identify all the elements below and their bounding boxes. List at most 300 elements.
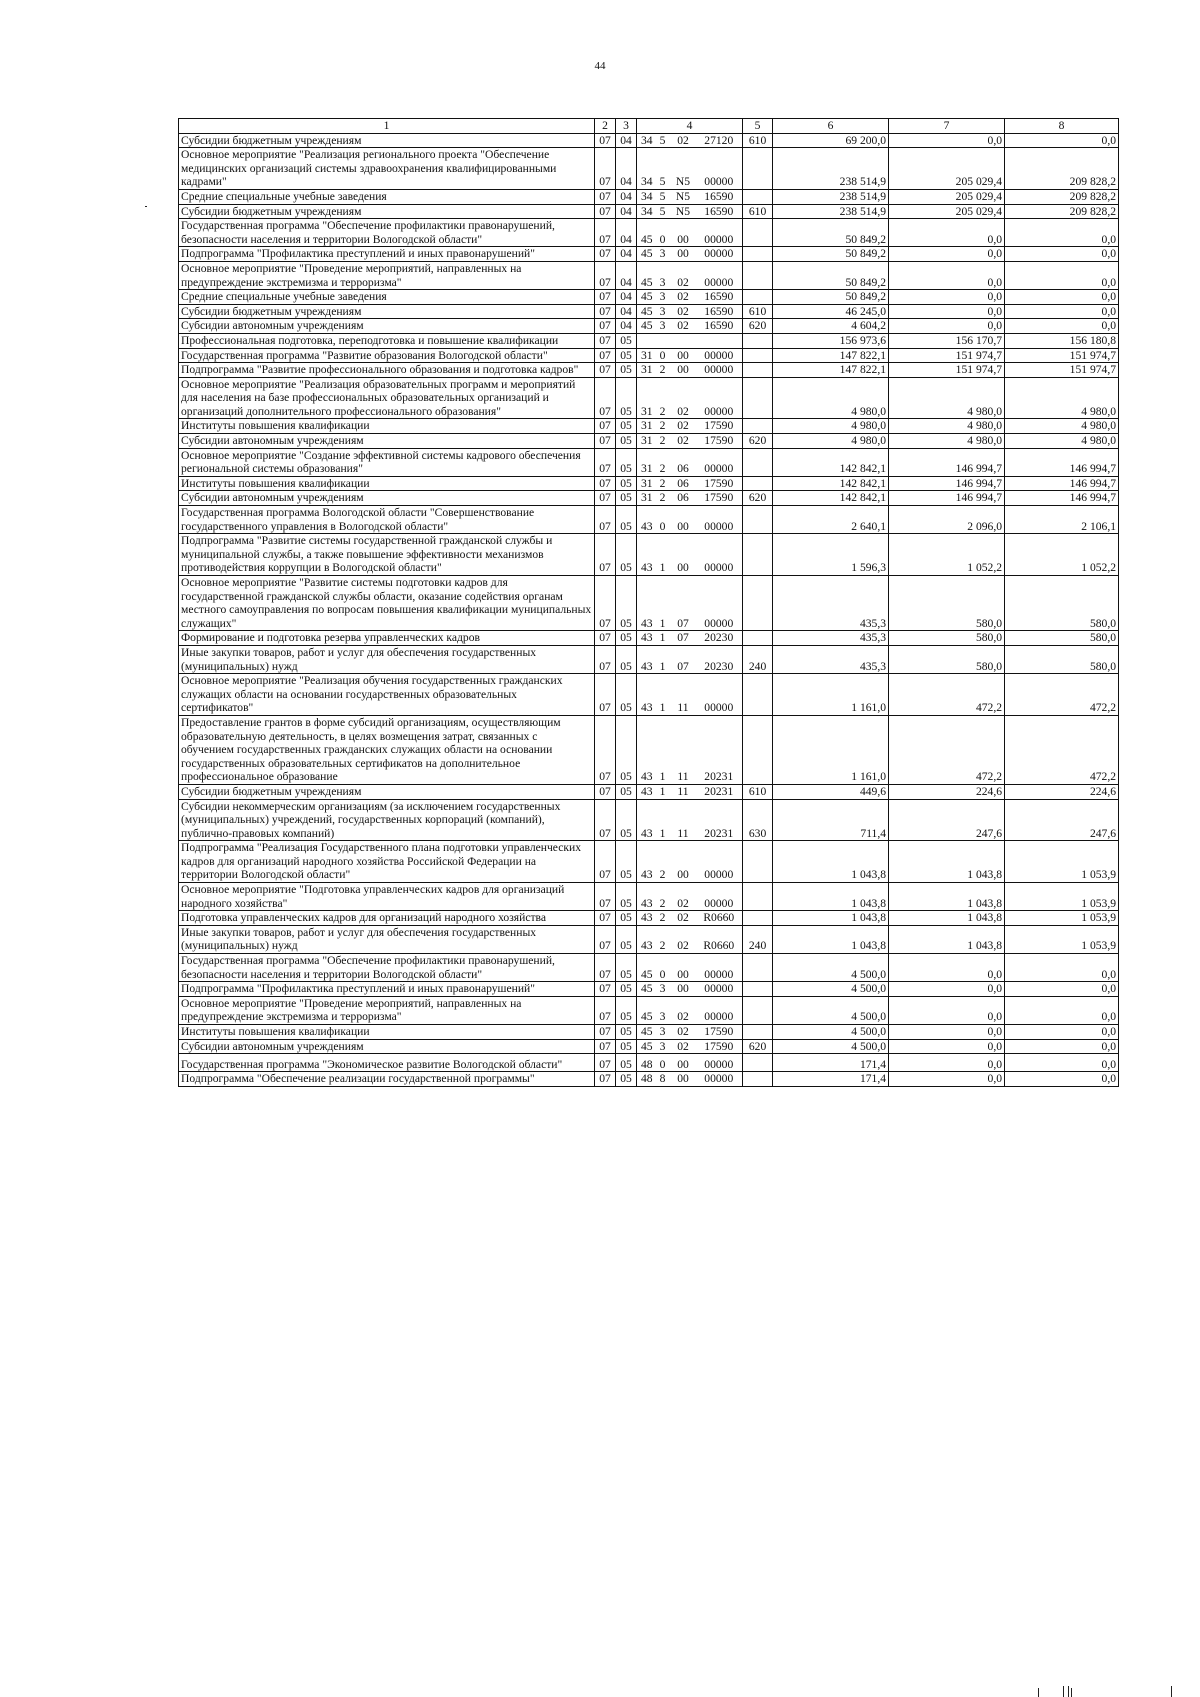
code-subprogram: 3 [655, 996, 671, 1024]
code-section: 07 [595, 290, 616, 305]
scan-mark [1038, 1688, 1039, 1697]
amount-col-8: 0,0 [1005, 219, 1119, 247]
amount-col-7: 4 980,0 [889, 377, 1005, 419]
code-section: 07 [595, 1072, 616, 1087]
table-row [179, 290, 1119, 305]
code-subprogram: 2 [655, 434, 671, 449]
code-direction: 00000 [696, 1054, 743, 1072]
row-name: Основное мероприятие "Реализация регионального проекта "Обеспечение медицинских организаций системы здравоохранения квалифицированными кадрами" [179, 148, 595, 190]
row-name: Подпрограмма "Профилактика преступлений и иных правонарушений" [179, 982, 595, 997]
amount-col-7: 580,0 [889, 631, 1005, 646]
code-expense-type: 610 [743, 133, 773, 148]
amount-col-6: 171,4 [773, 1054, 889, 1072]
code-expense-type: 240 [743, 645, 773, 673]
code-subsection: 05 [616, 799, 637, 841]
code-expense-type [743, 219, 773, 247]
code-section: 07 [595, 799, 616, 841]
table-row [179, 1072, 1119, 1087]
row-name: Основное мероприятие "Создание эффективной системы кадрового обеспечения региональной системы образования" [179, 448, 595, 476]
code-direction: 00000 [696, 348, 743, 363]
amount-col-8: 0,0 [1005, 1054, 1119, 1072]
row-name: Предоставление грантов в форме субсидий организациям, осуществляющим образовательную деятельность, в целях возмещения затрат, связанных с обучением государственных гражданских служащих области на основании государственных образовательных сертификатов на дополнительное профессиональное образование [179, 715, 595, 784]
code-direction: 17590 [696, 476, 743, 491]
code-direction: 17590 [696, 1025, 743, 1040]
code-section: 07 [595, 883, 616, 911]
code-subprogram: 5 [655, 204, 671, 219]
code-program: 43 [637, 631, 655, 646]
code-program: 43 [637, 534, 655, 576]
amount-col-7: 205 029,4 [889, 189, 1005, 204]
code-subprogram: 2 [655, 377, 671, 419]
code-subprogram: 0 [655, 954, 671, 982]
amount-col-6: 449,6 [773, 784, 889, 799]
code-program [637, 333, 655, 348]
amount-col-6: 4 980,0 [773, 419, 889, 434]
row-name: Подпрограмма "Обеспечение реализации государственной программы" [179, 1072, 595, 1087]
row-name: Профессиональная подготовка, переподготовка и повышение квалификации [179, 333, 595, 348]
code-direction: 16590 [696, 319, 743, 334]
code-section: 07 [595, 476, 616, 491]
code-activity: 02 [671, 1039, 696, 1054]
code-activity: 02 [671, 1025, 696, 1040]
code-section: 07 [595, 715, 616, 784]
amount-col-7: 151 974,7 [889, 348, 1005, 363]
code-subprogram: 3 [655, 304, 671, 319]
amount-col-8: 580,0 [1005, 631, 1119, 646]
code-direction: 27120 [696, 133, 743, 148]
code-subsection: 05 [616, 333, 637, 348]
code-expense-type [743, 631, 773, 646]
amount-col-7: 0,0 [889, 982, 1005, 997]
table-row [179, 799, 1119, 841]
code-expense-type: 620 [743, 1039, 773, 1054]
code-program: 45 [637, 261, 655, 289]
amount-col-7: 0,0 [889, 219, 1005, 247]
table-row [179, 576, 1119, 631]
code-program: 45 [637, 1039, 655, 1054]
code-program: 34 [637, 148, 655, 190]
amount-col-8: 0,0 [1005, 982, 1119, 997]
amount-col-6: 238 514,9 [773, 148, 889, 190]
code-program: 31 [637, 448, 655, 476]
amount-col-8: 0,0 [1005, 1039, 1119, 1054]
amount-col-8: 0,0 [1005, 304, 1119, 319]
row-name: Основное мероприятие "Проведение мероприятий, направленных на предупреждение экстремизма и терроризма" [179, 261, 595, 289]
code-expense-type: 240 [743, 925, 773, 953]
table-row [179, 996, 1119, 1024]
code-section: 07 [595, 348, 616, 363]
code-program: 43 [637, 784, 655, 799]
code-expense-type: 610 [743, 304, 773, 319]
code-program: 48 [637, 1054, 655, 1072]
amount-col-7: 146 994,7 [889, 491, 1005, 506]
code-subsection: 05 [616, 576, 637, 631]
amount-col-6: 1 161,0 [773, 674, 889, 716]
code-section: 07 [595, 247, 616, 262]
table-row [179, 247, 1119, 262]
row-name: Институты повышения квалификации [179, 1025, 595, 1040]
code-activity: N5 [671, 148, 696, 190]
amount-col-6: 50 849,2 [773, 290, 889, 305]
amount-col-8: 209 828,2 [1005, 189, 1119, 204]
code-activity: 02 [671, 304, 696, 319]
code-subsection: 05 [616, 883, 637, 911]
table-row [179, 954, 1119, 982]
amount-col-8: 156 180,8 [1005, 333, 1119, 348]
amount-col-8: 580,0 [1005, 576, 1119, 631]
code-section: 07 [595, 911, 616, 926]
code-expense-type [743, 377, 773, 419]
code-direction: 20231 [696, 799, 743, 841]
code-activity: 06 [671, 448, 696, 476]
code-program: 43 [637, 576, 655, 631]
code-program: 45 [637, 996, 655, 1024]
code-expense-type: 610 [743, 784, 773, 799]
amount-col-7: 0,0 [889, 319, 1005, 334]
amount-col-7: 146 994,7 [889, 448, 1005, 476]
amount-col-6: 156 973,6 [773, 333, 889, 348]
code-activity: 00 [671, 363, 696, 378]
code-subsection: 05 [616, 631, 637, 646]
code-section: 07 [595, 925, 616, 953]
code-expense-type [743, 333, 773, 348]
table-row [179, 304, 1119, 319]
code-subsection: 05 [616, 1054, 637, 1072]
amount-col-8: 1 053,9 [1005, 841, 1119, 883]
row-name: Государственная программа "Обеспечение профилактики правонарушений, безопасности населения и территории Вологодской области" [179, 954, 595, 982]
table-row [179, 148, 1119, 190]
header-cell: 5 [743, 119, 773, 134]
amount-col-7: 0,0 [889, 247, 1005, 262]
code-activity: 02 [671, 319, 696, 334]
code-subprogram: 2 [655, 925, 671, 953]
code-program: 43 [637, 925, 655, 953]
code-expense-type [743, 448, 773, 476]
row-name: Субсидии бюджетным учреждениям [179, 784, 595, 799]
amount-col-6: 4 500,0 [773, 1025, 889, 1040]
code-program: 45 [637, 290, 655, 305]
amount-col-8: 1 053,9 [1005, 925, 1119, 953]
code-direction: 17590 [696, 434, 743, 449]
code-direction: 00000 [696, 377, 743, 419]
code-expense-type [743, 476, 773, 491]
amount-col-8: 0,0 [1005, 954, 1119, 982]
code-program: 45 [637, 319, 655, 334]
code-direction: 17590 [696, 491, 743, 506]
code-section: 07 [595, 996, 616, 1024]
amount-col-6: 1 161,0 [773, 715, 889, 784]
code-expense-type [743, 189, 773, 204]
amount-col-6: 2 640,1 [773, 506, 889, 534]
code-subsection: 04 [616, 189, 637, 204]
code-activity: 07 [671, 631, 696, 646]
row-name: Субсидии автономным учреждениям [179, 434, 595, 449]
code-program: 45 [637, 219, 655, 247]
code-direction [696, 333, 743, 348]
code-program: 45 [637, 247, 655, 262]
code-activity [671, 333, 696, 348]
code-section: 07 [595, 333, 616, 348]
code-section: 07 [595, 631, 616, 646]
amount-col-6: 1 596,3 [773, 534, 889, 576]
code-direction: 17590 [696, 419, 743, 434]
amount-col-7: 2 096,0 [889, 506, 1005, 534]
code-section: 07 [595, 304, 616, 319]
amount-col-8: 146 994,7 [1005, 476, 1119, 491]
table-row [179, 715, 1119, 784]
code-activity: 00 [671, 982, 696, 997]
amount-col-6: 147 822,1 [773, 348, 889, 363]
row-name: Подпрограмма "Развитие профессионального образования и подготовка кадров" [179, 363, 595, 378]
table-row [179, 1039, 1119, 1054]
amount-col-8: 209 828,2 [1005, 204, 1119, 219]
amount-col-7: 472,2 [889, 674, 1005, 716]
table-row [179, 363, 1119, 378]
amount-col-7: 4 980,0 [889, 419, 1005, 434]
code-subprogram: 5 [655, 133, 671, 148]
code-program: 34 [637, 133, 655, 148]
amount-col-8: 2 106,1 [1005, 506, 1119, 534]
code-subprogram: 2 [655, 491, 671, 506]
page-number: 44 [594, 60, 606, 72]
code-direction: 00000 [696, 363, 743, 378]
row-name: Институты повышения квалификации [179, 476, 595, 491]
row-name: Субсидии некоммерческим организациям (за исключением государственных (муниципальных) учреждений, государственных корпораций (компаний), публично-правовых компаний) [179, 799, 595, 841]
code-expense-type [743, 841, 773, 883]
code-subsection: 05 [616, 448, 637, 476]
amount-col-7: 1 043,8 [889, 925, 1005, 953]
code-subprogram: 1 [655, 799, 671, 841]
code-expense-type [743, 506, 773, 534]
code-activity: 06 [671, 476, 696, 491]
code-subprogram: 3 [655, 319, 671, 334]
code-program: 31 [637, 476, 655, 491]
code-expense-type [743, 715, 773, 784]
code-program: 43 [637, 841, 655, 883]
row-name: Средние специальные учебные заведения [179, 290, 595, 305]
code-subsection: 05 [616, 841, 637, 883]
code-activity: 02 [671, 133, 696, 148]
code-program: 31 [637, 434, 655, 449]
budget-table [178, 118, 1119, 1087]
code-subsection: 05 [616, 434, 637, 449]
row-name: Государственная программа "Развитие образования Вологодской области" [179, 348, 595, 363]
code-direction: 00000 [696, 883, 743, 911]
code-subsection: 04 [616, 290, 637, 305]
amount-col-6: 4 604,2 [773, 319, 889, 334]
code-subsection: 05 [616, 954, 637, 982]
code-direction: 00000 [696, 982, 743, 997]
code-section: 07 [595, 674, 616, 716]
code-program: 31 [637, 348, 655, 363]
table-row [179, 348, 1119, 363]
header-cell: 2 [595, 119, 616, 134]
amount-col-6: 435,3 [773, 576, 889, 631]
code-subprogram: 1 [655, 534, 671, 576]
code-activity: 11 [671, 784, 696, 799]
amount-col-7: 1 043,8 [889, 883, 1005, 911]
amount-col-8: 0,0 [1005, 261, 1119, 289]
code-activity: 00 [671, 534, 696, 576]
row-name: Подпрограмма "Развитие системы государственной гражданской службы и муниципальной службы, а также повышение эффективности механизмов противодействия коррупции в Вологодской области" [179, 534, 595, 576]
amount-col-8: 472,2 [1005, 674, 1119, 716]
code-program: 31 [637, 491, 655, 506]
code-expense-type [743, 1072, 773, 1087]
code-expense-type [743, 534, 773, 576]
code-subsection: 04 [616, 304, 637, 319]
code-direction: 00000 [696, 576, 743, 631]
code-subsection: 04 [616, 319, 637, 334]
code-section: 07 [595, 1054, 616, 1072]
code-subprogram: 3 [655, 1025, 671, 1040]
code-direction: 00000 [696, 448, 743, 476]
code-direction: 00000 [696, 148, 743, 190]
table-row [179, 434, 1119, 449]
amount-col-7: 0,0 [889, 1025, 1005, 1040]
row-name: Подпрограмма "Реализация Государственного плана подготовки управленческих кадров для организаций народного хозяйства Российской Федерации на территории Вологодской области" [179, 841, 595, 883]
code-direction: 00000 [696, 841, 743, 883]
table-row [179, 534, 1119, 576]
amount-col-6: 1 043,8 [773, 911, 889, 926]
amount-col-6: 711,4 [773, 799, 889, 841]
code-subsection: 04 [616, 261, 637, 289]
code-expense-type [743, 982, 773, 997]
code-subsection: 05 [616, 911, 637, 926]
code-subsection: 04 [616, 219, 637, 247]
code-expense-type [743, 348, 773, 363]
header-cell: 1 [179, 119, 595, 134]
code-direction: 00000 [696, 247, 743, 262]
code-expense-type [743, 290, 773, 305]
code-subprogram: 0 [655, 348, 671, 363]
code-expense-type [743, 1025, 773, 1040]
code-direction: 20230 [696, 645, 743, 673]
table-row [179, 476, 1119, 491]
amount-col-8: 0,0 [1005, 1025, 1119, 1040]
code-subsection: 05 [616, 996, 637, 1024]
code-subprogram: 5 [655, 189, 671, 204]
amount-col-6: 4 500,0 [773, 1039, 889, 1054]
code-direction: 00000 [696, 534, 743, 576]
code-subsection: 05 [616, 982, 637, 997]
code-expense-type: 630 [743, 799, 773, 841]
code-activity: 02 [671, 290, 696, 305]
amount-col-8: 224,6 [1005, 784, 1119, 799]
header-cell: 7 [889, 119, 1005, 134]
row-name: Формирование и подготовка резерва управленческих кадров [179, 631, 595, 646]
code-activity: N5 [671, 204, 696, 219]
code-subsection: 04 [616, 148, 637, 190]
row-name: Государственная программа "Экономическое развитие Вологодской области" [179, 1054, 595, 1072]
amount-col-6: 435,3 [773, 645, 889, 673]
row-name: Государственная программа Вологодской области "Совершенствование государственного управления в Вологодской области" [179, 506, 595, 534]
code-subprogram: 0 [655, 1054, 671, 1072]
code-direction: 00000 [696, 674, 743, 716]
code-subsection: 05 [616, 1039, 637, 1054]
code-activity: 11 [671, 715, 696, 784]
code-program: 43 [637, 645, 655, 673]
amount-col-7: 1 043,8 [889, 911, 1005, 926]
scan-mark [1068, 1686, 1069, 1697]
code-activity: 02 [671, 419, 696, 434]
code-direction: 00000 [696, 1072, 743, 1087]
code-section: 07 [595, 319, 616, 334]
code-subprogram: 1 [655, 631, 671, 646]
code-section: 07 [595, 448, 616, 476]
code-activity: 11 [671, 674, 696, 716]
code-direction: 16590 [696, 204, 743, 219]
code-section: 07 [595, 377, 616, 419]
code-subsection: 05 [616, 784, 637, 799]
row-name: Субсидии бюджетным учреждениям [179, 304, 595, 319]
code-program: 45 [637, 982, 655, 997]
row-name: Иные закупки товаров, работ и услуг для обеспечения государственных (муниципальных) нужд [179, 645, 595, 673]
row-name: Основное мероприятие "Подготовка управленческих кадров для организаций народного хозяйства" [179, 883, 595, 911]
code-program: 34 [637, 189, 655, 204]
amount-col-8: 146 994,7 [1005, 491, 1119, 506]
code-subsection: 05 [616, 645, 637, 673]
table-row [179, 841, 1119, 883]
code-activity: 00 [671, 219, 696, 247]
code-subsection: 05 [616, 419, 637, 434]
amount-col-7: 1 052,2 [889, 534, 1005, 576]
amount-col-7: 146 994,7 [889, 476, 1005, 491]
code-activity: 00 [671, 506, 696, 534]
amount-col-6: 435,3 [773, 631, 889, 646]
code-section: 07 [595, 219, 616, 247]
code-section: 07 [595, 506, 616, 534]
header-cell: 4 [637, 119, 743, 134]
code-subprogram [655, 333, 671, 348]
code-activity: 02 [671, 377, 696, 419]
amount-col-8: 580,0 [1005, 645, 1119, 673]
table-row [179, 448, 1119, 476]
code-section: 07 [595, 576, 616, 631]
amount-col-7: 247,6 [889, 799, 1005, 841]
header-cell: 6 [773, 119, 889, 134]
code-program: 31 [637, 363, 655, 378]
code-activity: 02 [671, 996, 696, 1024]
amount-col-8: 0,0 [1005, 996, 1119, 1024]
code-program: 31 [637, 419, 655, 434]
amount-col-7: 205 029,4 [889, 204, 1005, 219]
code-subsection: 05 [616, 674, 637, 716]
amount-col-7: 224,6 [889, 784, 1005, 799]
row-name: Субсидии автономным учреждениям [179, 1039, 595, 1054]
code-activity: 02 [671, 434, 696, 449]
code-direction: 20230 [696, 631, 743, 646]
code-section: 07 [595, 491, 616, 506]
table-row [179, 204, 1119, 219]
header-cell: 8 [1005, 119, 1119, 134]
code-subprogram: 2 [655, 841, 671, 883]
amount-col-6: 238 514,9 [773, 204, 889, 219]
code-subprogram: 3 [655, 1039, 671, 1054]
amount-col-8: 247,6 [1005, 799, 1119, 841]
amount-col-7: 151 974,7 [889, 363, 1005, 378]
amount-col-8: 151 974,7 [1005, 363, 1119, 378]
code-subsection: 05 [616, 925, 637, 953]
code-subprogram: 2 [655, 448, 671, 476]
code-subsection: 05 [616, 348, 637, 363]
amount-col-8: 1 053,9 [1005, 883, 1119, 911]
code-section: 07 [595, 982, 616, 997]
amount-col-8: 4 980,0 [1005, 419, 1119, 434]
code-subprogram: 3 [655, 982, 671, 997]
row-name: Иные закупки товаров, работ и услуг для обеспечения государственных (муниципальных) нужд [179, 925, 595, 953]
table-row [179, 377, 1119, 419]
code-activity: 02 [671, 261, 696, 289]
